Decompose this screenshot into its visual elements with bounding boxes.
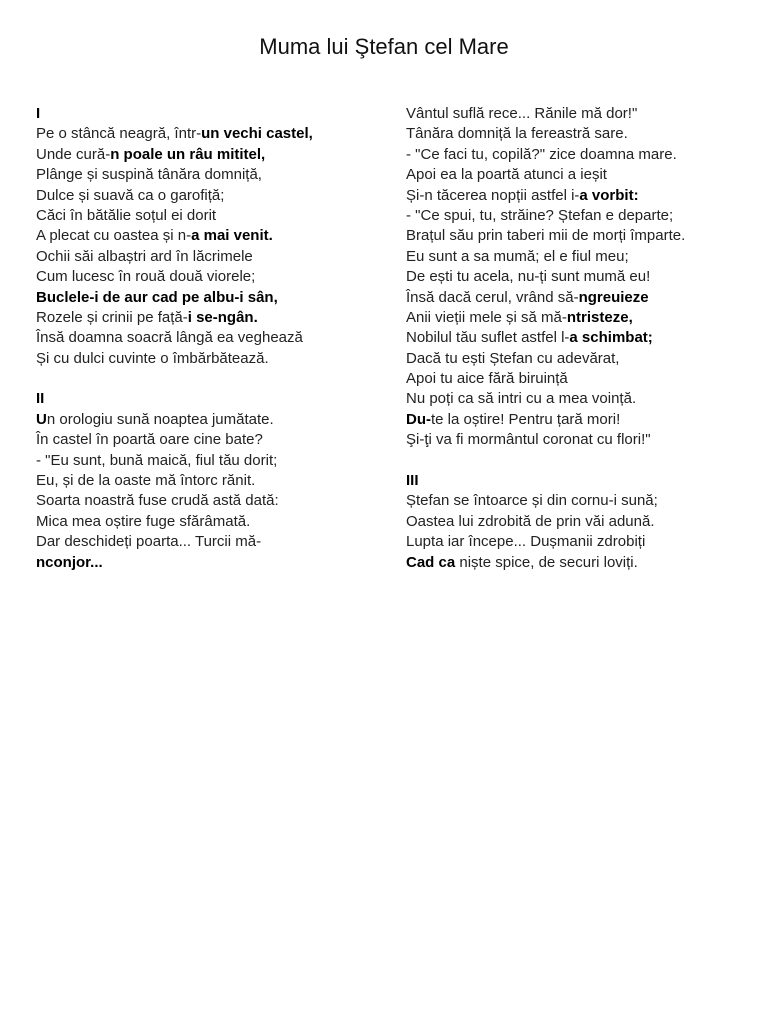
line-text: Pe o stâncă neagră, într- — [36, 125, 202, 143]
line-text: De ești tu acela, nu-ți sunt mumă eu! — [406, 268, 651, 286]
bold-text: n poale un râu mititel, — [110, 145, 266, 163]
bold-text: a schimbat; — [569, 329, 653, 347]
line-text: Lupta iar începe... Dușmanii zdrobiți — [406, 533, 646, 551]
left-column — [36, 104, 386, 573]
line-text: Dacă tu ești Ștefan cu adevărat, — [406, 349, 620, 367]
poem-line — [406, 267, 756, 287]
poem-line — [36, 226, 386, 246]
line-text: - "Ce spui, tu, străine? Ștefan e departe; — [406, 206, 674, 224]
line-text: Cum lucesc în rouă două viorele; — [36, 268, 256, 286]
line-text: Însă doamna soacră lângă ea veghează — [36, 329, 303, 347]
line-text: Nobilul tău suflet astfel l- — [406, 329, 570, 347]
line-text: Și cu dulci cuvinte o îmbărbătează. — [36, 349, 269, 367]
line-text: A plecat cu oastea și n- — [36, 227, 192, 245]
poem-line — [406, 145, 756, 165]
poem-line — [406, 247, 756, 267]
poem-line — [36, 124, 386, 144]
poem-line — [36, 451, 386, 471]
poem-line — [406, 430, 756, 450]
poem-line — [406, 349, 756, 369]
bold-text: U — [36, 410, 47, 428]
bold-text: ntristeze, — [566, 308, 633, 326]
line-text: Soarta noastră fuse crudă astă dată: — [36, 492, 279, 510]
line-text: niște spice, de securi loviți. — [455, 553, 638, 571]
poem-line — [36, 553, 386, 573]
line-text: Dar deschideți poarta... Turcii mă- — [36, 533, 262, 551]
poem-line — [36, 349, 386, 369]
line-text: Plânge și suspină tânăra domniță, — [36, 166, 262, 184]
stanza-heading: I — [36, 105, 41, 122]
line-text: Şi-ţi va fi mormântul coronat cu flori!" — [406, 431, 651, 449]
poem-line — [406, 288, 756, 308]
line-text: Unde cură- — [36, 145, 111, 163]
poem-line — [406, 226, 756, 246]
poem-line — [406, 328, 756, 348]
line-text: - "Ce faci tu, copilă?" zice doamna mare. — [406, 145, 677, 163]
line-text: În castel în poartă oare cine bate? — [36, 431, 263, 449]
poem-line — [406, 104, 756, 124]
line-text: Brațul său prin taberi mii de morți împarte. — [406, 227, 686, 245]
poem-line — [406, 308, 756, 328]
poem-line — [36, 186, 386, 206]
line-text: Căci în bătălie soțul ei dorit — [36, 206, 217, 224]
bold-text: Du- — [406, 410, 431, 428]
line-text: Ștefan se întoarce și din cornu-i sună; — [406, 492, 658, 510]
line-text: Dulce și suavă ca o garofiță; — [36, 186, 225, 204]
bold-text: a mai venit. — [191, 227, 273, 245]
stanza-gap — [36, 369, 386, 389]
line-text: Vântul suflă rece... Rănile mă dor!" — [406, 105, 638, 122]
poem-line — [406, 532, 756, 552]
line-text: Rozele și crinii pe față- — [36, 308, 188, 326]
line-text: Nu poți ca să intri cu a mea voință. — [406, 390, 637, 408]
right-column — [406, 104, 756, 573]
poem-line — [36, 308, 386, 328]
line-text: te la oștire! Pentru țară mori! — [431, 410, 621, 428]
line-text: Eu sunt a sa mumă; el e fiul meu; — [406, 247, 629, 265]
bold-text: a vorbit: — [579, 186, 639, 204]
poem-line — [36, 288, 386, 308]
line-text: Eu, și de la oaste mă întorc rănit. — [36, 472, 256, 490]
poem-line — [406, 206, 756, 226]
bold-text: Buclele-i de aur cad pe albu-i sân, — [36, 288, 278, 306]
poem-title: Muma lui Ştefan cel Mare — [259, 34, 509, 59]
poem-line — [36, 267, 386, 287]
poem-line — [406, 186, 756, 206]
line-text: - "Eu sunt, bună maică, fiul tău dorit; — [36, 451, 278, 469]
poem-line — [406, 512, 756, 532]
poem-line — [36, 512, 386, 532]
bold-text: un vechi castel, — [201, 125, 313, 143]
poem-line — [36, 430, 386, 450]
line-text: Mica mea oștire fuge sfărâmată. — [36, 512, 251, 530]
stanza-heading: II — [36, 390, 45, 408]
bold-text: i se-ngân. — [187, 308, 258, 326]
poem-line — [36, 165, 386, 185]
poem-line — [36, 532, 386, 552]
stanza-heading: III — [406, 472, 419, 490]
poem-line — [36, 491, 386, 511]
stanza-gap — [406, 451, 756, 471]
poem-line — [36, 471, 386, 491]
poem-line — [36, 206, 386, 226]
poem-line — [406, 553, 756, 573]
poem-line — [36, 247, 386, 267]
poem-line — [406, 124, 756, 144]
line-text: Și-n tăcerea nopții astfel i- — [406, 186, 580, 204]
line-text: Apoi ea la poartă atunci a ieșit — [406, 166, 607, 184]
poem-line — [36, 145, 386, 165]
poem-line — [406, 410, 756, 430]
line-text: Apoi tu aice fără biruință — [406, 370, 568, 388]
line-text: Însă dacă cerul, vrând să- — [406, 288, 579, 306]
poem-line — [406, 389, 756, 409]
poem-line — [36, 410, 386, 430]
line-text: Tânăra domniță la fereastră sare. — [406, 125, 628, 143]
line-text: Ochii săi albaștri ard în lăcrimele — [36, 247, 253, 265]
bold-text: nconjor... — [36, 553, 103, 571]
poem-line — [406, 165, 756, 185]
line-text: Oastea lui zdrobită de prin văi adună. — [406, 512, 655, 530]
bold-text: Cad ca — [406, 553, 456, 571]
line-text: Anii vieții mele și să mă- — [406, 308, 567, 326]
bold-text: ngreuieze — [578, 288, 649, 306]
poem-line — [36, 328, 386, 348]
poem-line — [406, 369, 756, 389]
poem-line — [406, 491, 756, 511]
line-text: n orologiu sună noaptea jumătate. — [46, 410, 274, 428]
